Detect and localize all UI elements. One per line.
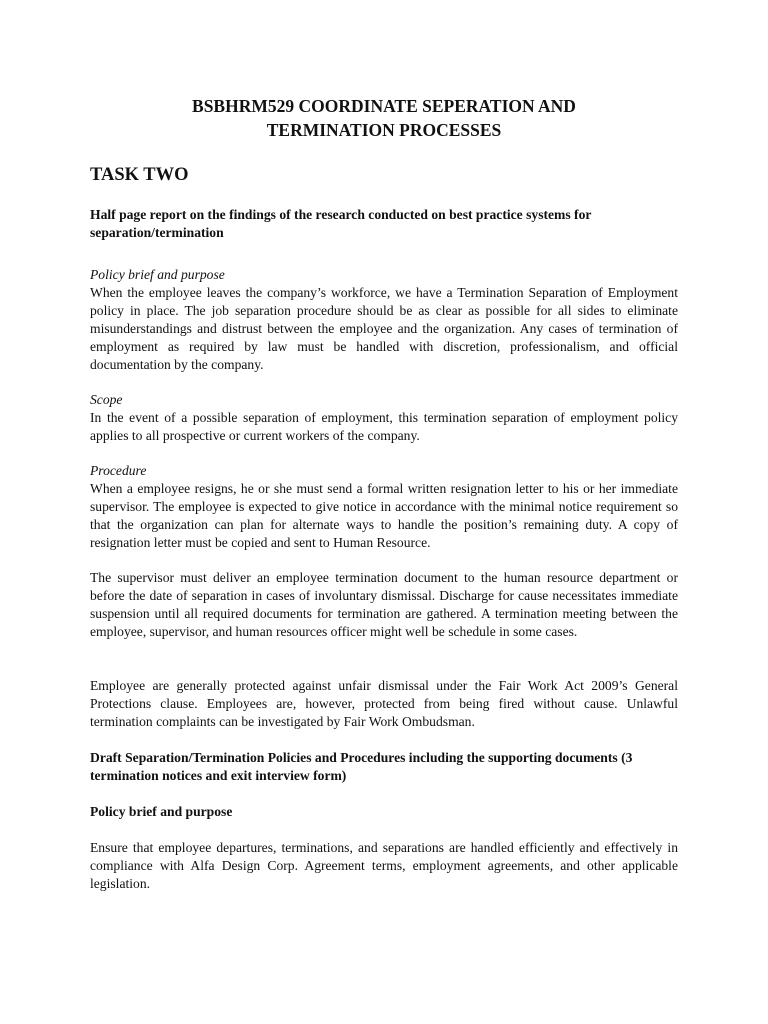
draft-policies-heading: Draft Separation/Termination Policies and Procedures including the supporting documents (3 termination notices and exit interview form) [90,750,633,783]
procedure-paragraph: When a employee resigns, he or she must send a formal written resignation letter to his or her immediate supervisor. The employee is expected to give notice in accordance with the minimal notice requirement so that the organization can plan for alternate ways to handle the position’s remaining duty. A copy of resignation letter must be copied and sent to Human Resource. [90,481,678,550]
scope-paragraph: In the event of a possible separation of employment, this termination separation of employment policy applies to all prospective or current workers of the company. [90,410,678,443]
draft-policy-paragraph: Ensure that employee departures, terminations, and separations are handled efficiently and effectively in compliance with Alfa Design Corp. Agreement terms, employment agreements, and other applicable legislation. [90,840,678,891]
title-line-1: BSBHRM529 COORDINATE SEPERATION AND [192,96,576,116]
title-line-2: TERMINATION PROCESSES [266,120,502,140]
task-heading: TASK TWO [90,165,189,185]
report-intro-heading: Half page report on the findings of the research conducted on best practice systems for separation/termination [90,207,592,240]
procedure-heading: Procedure [90,463,147,478]
policy-brief-heading: Policy brief and purpose [90,267,225,282]
supervisor-paragraph: The supervisor must deliver an employee termination document to the human resource department or before the date of separation in cases of involuntary dismissal. Discharge for cause necessitates immediate suspension until all required documents for termination are gathered. A termination meeting between the employee, supervisor, and human resources officer might well be schedule in some cases. [90,570,678,639]
policy-brief-paragraph: When the employee leaves the company’s workforce, we have a Termination Separation of Employment policy in place. The job separation procedure should be as clear as possible for all sides to eliminate misunderstandings and distrust between the employee and the organization. Any cases of termination of employment as required by law must be handled with discretion, professionalism, and official documentation by the company. [90,285,678,372]
document-title [90,94,678,142]
protection-paragraph: Employee are generally protected against unfair dismissal under the Fair Work Act 2009’s General Protections clause. Employees are, however, protected from being fired without cause. Unlawful termination complaints can be investigated by Fair Work Ombudsman. [90,678,678,729]
draft-policy-brief-heading: Policy brief and purpose [90,804,233,819]
scope-heading: Scope [90,392,123,407]
